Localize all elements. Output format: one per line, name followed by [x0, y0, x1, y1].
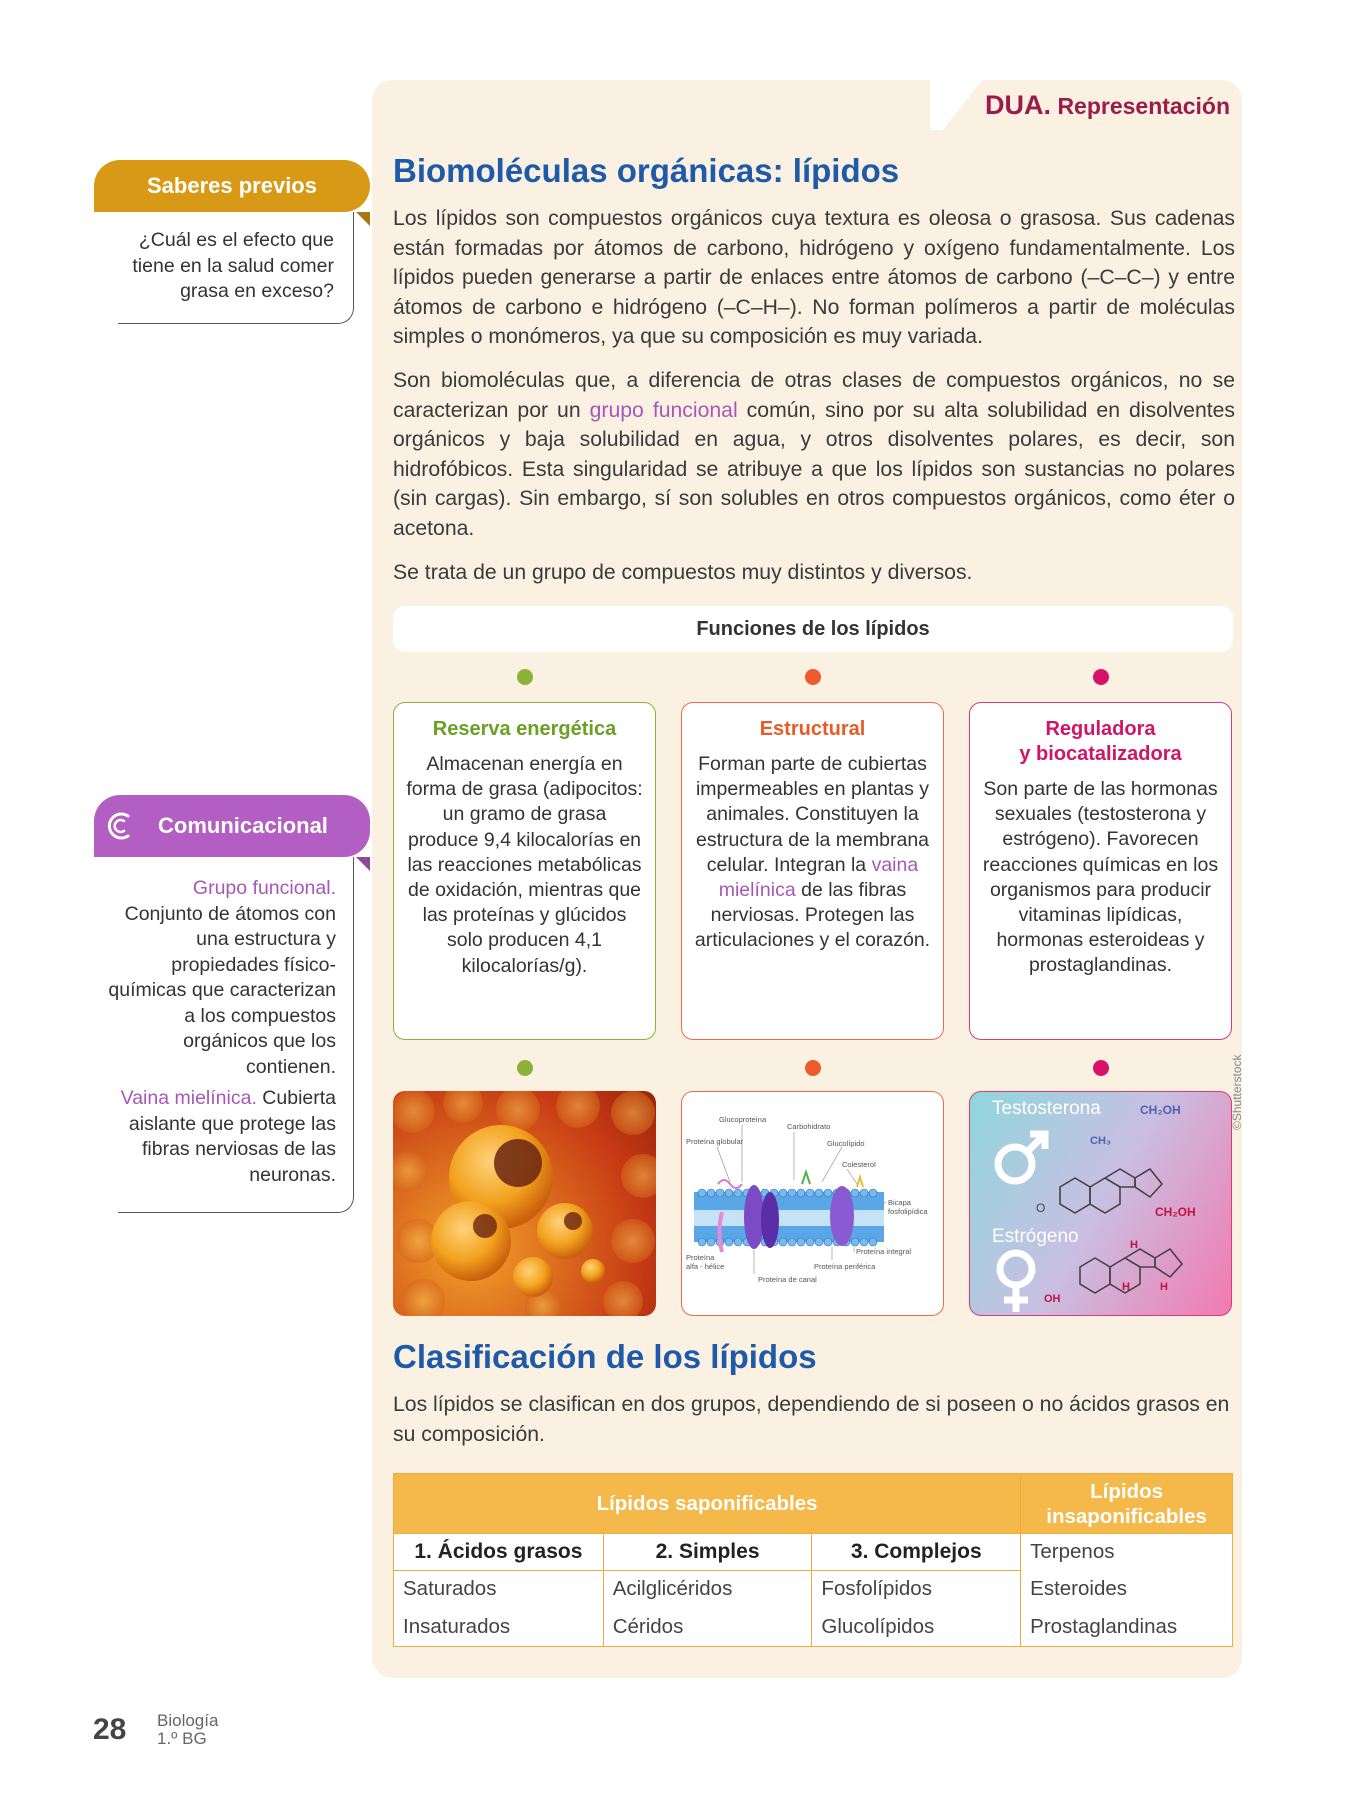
adipocytes-illustration: [393, 1091, 656, 1316]
cell-membrane-diagram: [681, 1091, 944, 1316]
female-symbol-icon: [1000, 1253, 1032, 1312]
insapon-item: Esteroides: [1021, 1570, 1233, 1608]
membrane-illustration: [682, 1092, 944, 1316]
intro-paragraph: Los lípidos son compuestos orgánicos cuya textura es oleosa o grasosa. Sus cadenas están formadas por átomos de carbono, hidrógeno y oxígeno fundamentalmente. Los lípidos pueden generarse a partir de enlaces entre átomos de carbono (–C–C–) y entre átomos de carbono e hidrógeno (–C–H–). No forman polímeros a partir de moléculas simples o monómeros, ya que su composición es muy variada.: [393, 207, 1235, 348]
table-cell: Acilglicéridos: [603, 1570, 812, 1608]
table-cell: Céridos: [603, 1608, 812, 1646]
svg-text:Proteína: Proteína: [686, 1253, 715, 1262]
dua-label: DUA. Representación: [985, 90, 1230, 120]
svg-text:CH₃: CH₃: [1090, 1135, 1111, 1147]
table-cell: Glucolípidos: [812, 1608, 1021, 1646]
table-cell: Fosfolípidos: [812, 1570, 1021, 1608]
page-number: 28: [93, 1713, 127, 1746]
insapon-item: Prostaglandinas: [1021, 1608, 1233, 1646]
header-saponificables: Lípidos saponificables: [394, 1474, 1021, 1534]
svg-text:Proteína integral: Proteína integral: [856, 1247, 912, 1256]
svg-text:alfa - hélice: alfa - hélice: [686, 1262, 725, 1271]
saberes-previos-header: Saberes previos: [94, 160, 370, 212]
subheader-complejos: 3. Complejos: [812, 1534, 1021, 1571]
subheader-simples: 2. Simples: [603, 1534, 812, 1571]
table-cell: Insaturados: [394, 1608, 604, 1646]
card-reguladora: Reguladora y biocatalizadora Son parte de las hormonas sexuales (testosterona y estrógeno). Favorecen reacciones químicas en los organismos para producir vitaminas lipídicas, hormonas esteroideas y prostaglandinas.: [969, 702, 1232, 1040]
svg-text:CH₂OH: CH₂OH: [1155, 1205, 1196, 1219]
glossary-vaina-mielinica: Vaina mielínica. Cubierta aislante que protege las fibras nerviosas de las neuronas.: [120, 1087, 336, 1186]
pink-dot: [1093, 669, 1109, 685]
functions-title-bar: Funciones de los lípidos: [393, 606, 1233, 652]
book-info: Biología 1.º BG: [157, 1711, 219, 1748]
svg-text:Proteína globular: Proteína globular: [686, 1137, 744, 1146]
hormones-illustration: [970, 1092, 1232, 1316]
grupo-funcional-link[interactable]: grupo funcional: [589, 398, 738, 422]
channel-protein: [744, 1185, 764, 1249]
green-dot-2: [517, 1060, 533, 1076]
svg-text:H: H: [1160, 1281, 1168, 1293]
svg-text:H: H: [1130, 1239, 1138, 1251]
svg-text:OH: OH: [1044, 1293, 1061, 1305]
comunicacional-header: Comunicacional: [94, 795, 370, 857]
glossary-grupo-funcional: Grupo funcional. Conjunto de átomos con una estructura y propiedades físico-químicas que caracterizan a los compuestos orgánicos que los contienen.: [108, 877, 336, 1078]
comunicacional-corner: [356, 857, 370, 871]
svg-text:Glucolípido: Glucolípido: [827, 1139, 865, 1148]
green-dot: [517, 669, 533, 685]
hormones-image: [969, 1091, 1232, 1316]
integral-protein: [830, 1186, 854, 1246]
saberes-question: ¿Cuál es el efecto que tiene en la salud comer grasa en exceso?: [132, 229, 334, 302]
insapon-item: Terpenos: [1021, 1534, 1233, 1571]
male-symbol-icon: [998, 1134, 1045, 1181]
orange-dot: [805, 669, 821, 685]
svg-text:Proteína de canal: Proteína de canal: [758, 1275, 817, 1284]
subheader-acidos-grasos: 1. Ácidos grasos: [394, 1534, 604, 1571]
svg-text:Bicapa: Bicapa: [888, 1198, 911, 1207]
table-cell: Saturados: [394, 1570, 604, 1608]
header-insaponificables: Lípidos insaponificables: [1021, 1474, 1233, 1534]
glossary: [96, 876, 336, 1194]
saberes-corner: [356, 212, 370, 226]
svg-text:Glucoproteína: Glucoproteína: [719, 1115, 767, 1124]
svg-text:Carbohidrato: Carbohidrato: [787, 1122, 831, 1131]
testosterone-structure: [1060, 1169, 1162, 1213]
section-title-lipidos: Biomoléculas orgánicas: lípidos: [393, 152, 900, 189]
diversity-paragraph: Se trata de un grupo de compuestos muy distintos y diversos.: [393, 561, 973, 584]
card-reserva-energetica: Reserva energética Almacenan energía en forma de grasa (adipocitos: un gramo de grasa produce 9,4 kilocalorías en las reacciones metabólicas de oxidación, mientras que las proteínas y glúcidos solo producen 4,1 kilocalorías/g).: [393, 702, 656, 1040]
svg-text:fosfolipídica: fosfolipídica: [888, 1207, 928, 1216]
section-title-clasificacion: Clasificación de los lípidos: [393, 1338, 817, 1375]
svg-text:H: H: [1122, 1281, 1130, 1293]
svg-text:Proteína periférica: Proteína periférica: [814, 1262, 876, 1271]
adipocytes-image: [393, 1091, 656, 1316]
solubility-paragraph: Son biomoléculas que, a diferencia de otras clases de compuestos orgánicos, no se caracterizan por un grupo funcional común, sino por su alta solubilidad en disolventes orgánicos y baja solubilidad en agua, y otros disolventes polares, es decir, son hidrofóbicos. Esta singularidad se atribuye a que los lípidos son sustancias no polares (sin cargas). Sin embargo, sí son solubles en otros compuestos orgánicos, como éter o acetona.: [393, 369, 1235, 540]
pink-dot-2: [1093, 1060, 1109, 1076]
classification-paragraph: Los lípidos se clasifican en dos grupos, dependiendo de si poseen o no ácidos grasos en su composición.: [393, 1393, 1230, 1446]
svg-text:Colesterol: Colesterol: [842, 1160, 876, 1169]
svg-text:Estrógeno: Estrógeno: [992, 1226, 1079, 1247]
classification-table: [393, 1473, 1233, 1647]
svg-text:CH₂OH: CH₂OH: [1140, 1103, 1181, 1117]
orange-dot-2: [805, 1060, 821, 1076]
card-estructural: Estructural Forman parte de cubiertas impermeables en plantas y animales. Constituyen la estructura de la membrana celular. Integran la vaina mielínica de las fibras nerviosas. Protegen las articulaciones y el corazón.: [681, 702, 944, 1040]
image-credit: ©Shutterstock: [1230, 1054, 1244, 1130]
svg-text:O: O: [1036, 1201, 1046, 1215]
svg-text:Testosterona: Testosterona: [992, 1098, 1101, 1119]
vaina-mielinica-link[interactable]: vaina mielínica: [718, 853, 919, 902]
speech-bubble-icon: [102, 808, 138, 844]
